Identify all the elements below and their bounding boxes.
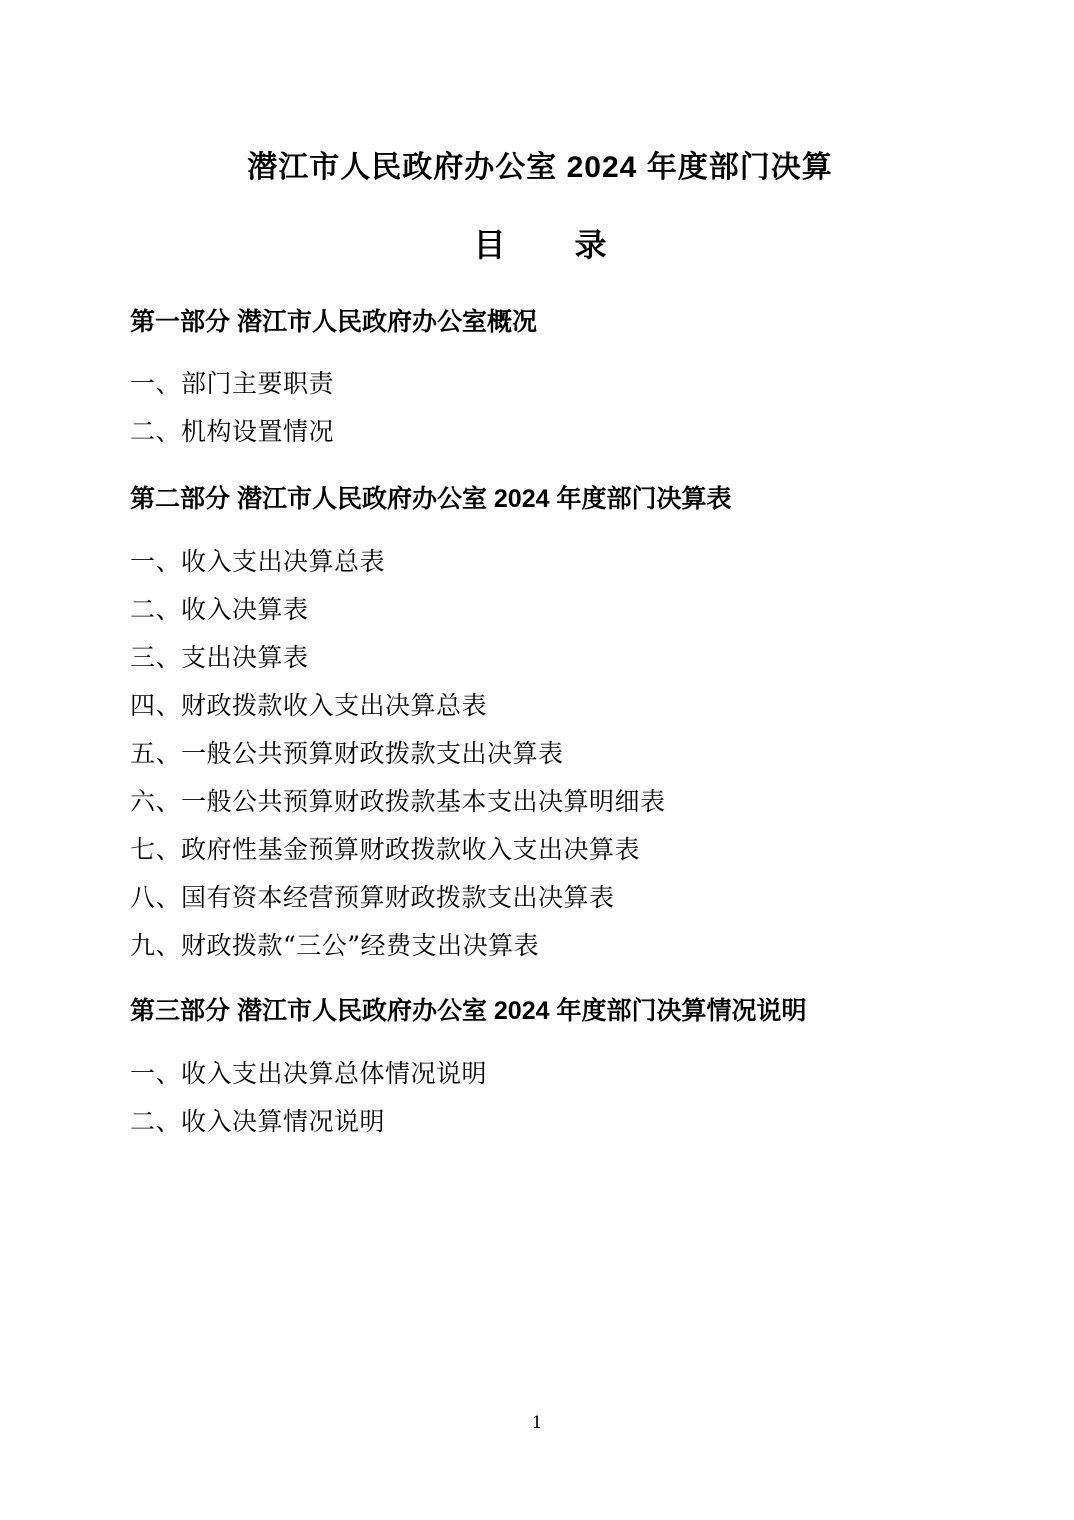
toc-entry[interactable]: 六、一般公共预算财政拨款基本支出决算明细表 <box>130 787 666 817</box>
toc-entry[interactable]: 二、机构设置情况 <box>130 417 335 447</box>
toc-entry[interactable]: 四、财政拨款收入支出决算总表 <box>130 691 488 721</box>
toc-entry[interactable]: 二、收入决算情况说明 <box>130 1106 386 1136</box>
toc-entry[interactable]: 七、政府性基金预算财政拨款收入支出决算表 <box>130 835 641 865</box>
toc-entry[interactable]: 八、国有资本经营预算财政拨款支出决算表 <box>130 883 615 913</box>
toc-entry[interactable]: 一、收入支出决算总表 <box>130 547 386 577</box>
toc-entry[interactable]: 一、收入支出决算总体情况说明 <box>130 1058 488 1088</box>
toc-entry[interactable]: 九、财政拨款“三公”经费支出决算表 <box>130 931 540 961</box>
page-title: 潜江市人民政府办公室 2024 年度部门决算 <box>247 151 833 184</box>
document-body <box>130 0 950 1134</box>
page-number: 1 <box>531 1413 543 1433</box>
section-heading-part-2: 第二部分 潜江市人民政府办公室 2024 年度部门决算表 <box>130 485 732 514</box>
toc-entry[interactable]: 二、收入决算表 <box>130 595 309 625</box>
section-heading-part-3: 第三部分 潜江市人民政府办公室 2024 年度部门决算情况说明 <box>130 997 807 1026</box>
toc-entry[interactable]: 三、支出决算表 <box>130 643 309 673</box>
toc-entry[interactable]: 一、部门主要职责 <box>130 369 335 399</box>
section-heading-part-1: 第一部分 潜江市人民政府办公室概况 <box>130 307 537 336</box>
toc-entry[interactable]: 五、一般公共预算财政拨款支出决算表 <box>130 739 564 769</box>
toc-heading: 目 录 <box>473 227 637 263</box>
